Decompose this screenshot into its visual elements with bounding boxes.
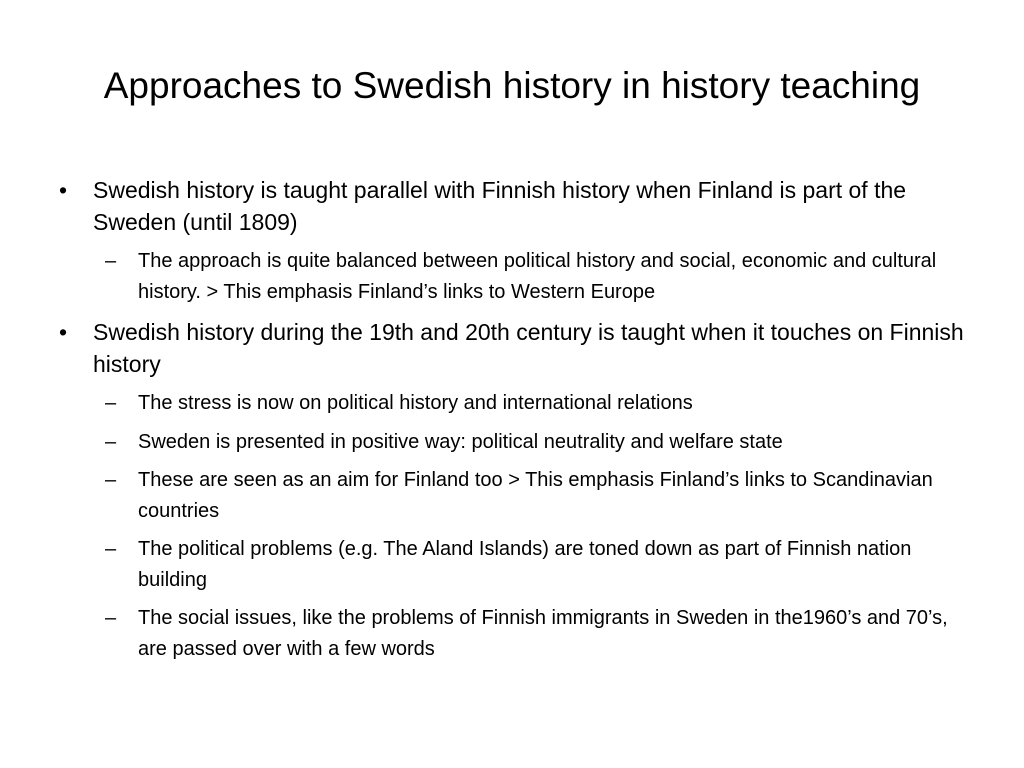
sub-bullet-list bbox=[93, 388, 976, 664]
bullet-marker: • bbox=[59, 319, 68, 345]
sub-bullet-item bbox=[93, 246, 976, 307]
bullet-text: Swedish history during the 19th and 20th century is taught when it touches on Finnish history bbox=[93, 319, 964, 377]
bullet-marker: • bbox=[59, 177, 68, 203]
sub-bullet-item bbox=[93, 427, 976, 458]
dash-marker: – bbox=[105, 469, 117, 491]
dash-marker: – bbox=[105, 392, 117, 414]
dash-marker: – bbox=[105, 538, 117, 560]
dash-marker: – bbox=[105, 430, 117, 453]
sub-bullet-list bbox=[93, 246, 976, 307]
sub-bullet-text: These are seen as an aim for Finland too > This emphasis Finland’s links to Scandinavian countries bbox=[138, 469, 933, 522]
bullet-text: Swedish history is taught parallel with Finnish history when Finland is part of the Sweden (until 1809) bbox=[93, 177, 907, 235]
sub-bullet-item bbox=[93, 534, 976, 595]
sub-bullet-text: Sweden is presented in positive way: political neutrality and welfare state bbox=[138, 430, 783, 453]
sub-bullet-text: The social issues, like the problems of Finnish immigrants in Sweden in the1960’s and 70’s, are passed over with a few words bbox=[138, 607, 948, 660]
slide-title: Approaches to Swedish history in history teaching bbox=[103, 65, 921, 106]
bullet-item bbox=[56, 316, 976, 664]
sub-bullet-text: The stress is now on political history and international relations bbox=[138, 392, 693, 414]
sub-bullet-item bbox=[93, 603, 976, 664]
sub-bullet-item bbox=[93, 465, 976, 526]
dash-marker: – bbox=[105, 607, 117, 629]
sub-bullet-item bbox=[93, 388, 976, 419]
sub-bullet-text: The approach is quite balanced between political history and social, economic and cultural history. > This emphasis Finland’s links to Western Europe bbox=[138, 250, 937, 303]
bullet-item bbox=[56, 174, 976, 307]
slide-body bbox=[56, 174, 976, 673]
sub-bullet-text: The political problems (e.g. The Aland Islands) are toned down as part of Finnish nation building bbox=[138, 538, 912, 591]
dash-marker: – bbox=[105, 250, 117, 272]
